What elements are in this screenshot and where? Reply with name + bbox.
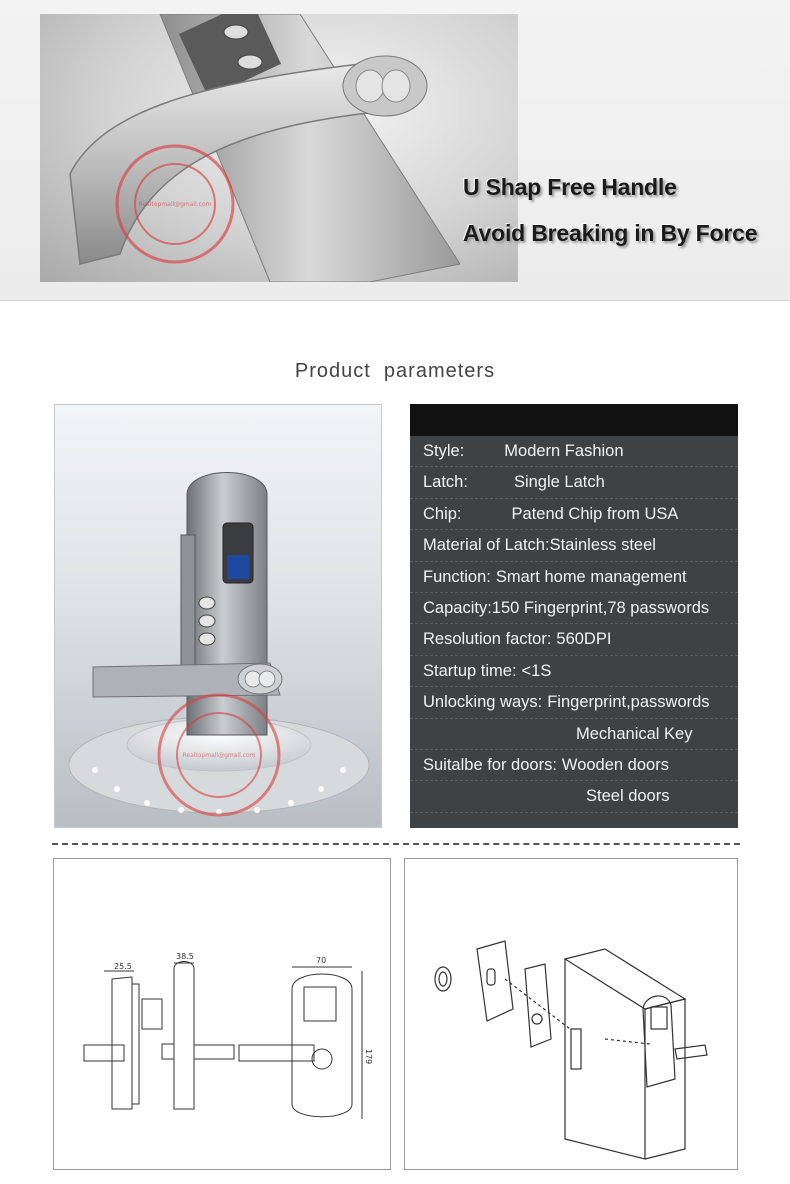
parameter-value: Stainless steel — [549, 536, 656, 555]
parameter-value: Steel doors — [586, 787, 670, 806]
parameter-row — [410, 719, 738, 750]
parameter-key: Style: — [423, 442, 465, 460]
dim-label-4: 179 — [364, 1049, 373, 1065]
svg-text:Realtopmall@gmail.com: Realtopmall@gmail.com — [182, 752, 256, 759]
section-title-text: Product parameters — [294, 360, 496, 382]
dashed-divider — [52, 843, 740, 845]
parameter-key: Capacity: — [423, 598, 492, 617]
parameter-row — [410, 750, 738, 781]
parameter-value: 560DPI — [556, 630, 612, 649]
parameter-key: Startup time: — [423, 661, 517, 680]
parameter-value: Wooden doors — [561, 755, 669, 774]
parameter-key: Chip: — [423, 504, 462, 523]
door-panel — [565, 949, 685, 1159]
mounting-plate — [525, 964, 551, 1047]
fingerprint-lock-illustration — [55, 405, 382, 828]
dim-label-1: 25.5 — [114, 962, 132, 971]
dim-label-3: 70 — [316, 956, 327, 965]
watermark-stamp — [159, 695, 279, 815]
parameter-list — [410, 436, 738, 813]
banner-subheadline: Avoid Breaking in By Force — [463, 220, 758, 246]
parameter-row — [410, 436, 738, 467]
parameter-value: 150 Fingerprint,78 passwords — [491, 598, 710, 617]
side-view — [84, 962, 234, 1110]
parameter-value: Patend Chip from USA — [511, 504, 679, 523]
parameter-key: Function: — [423, 567, 491, 586]
parameter-row — [410, 530, 738, 561]
parameter-row — [410, 624, 738, 655]
dim-label-2: 38.5 — [176, 952, 194, 961]
parameter-value: <1S — [521, 661, 552, 680]
parameter-row — [410, 467, 738, 498]
svg-text:Realtopmall@gmail.com: Realtopmall@gmail.com — [138, 201, 212, 208]
inner-lock-body — [477, 941, 513, 1021]
front-view — [239, 967, 362, 1119]
parameter-value: Single Latch — [513, 473, 605, 492]
installation-exploded-drawing — [404, 858, 738, 1170]
parameter-key: Material of Latch: — [423, 536, 550, 555]
outer-lock-body — [643, 996, 707, 1087]
parameter-value: Fingerprint,passwords — [547, 693, 710, 712]
parameter-row — [410, 687, 738, 718]
parameter-value: Mechanical Key — [576, 724, 693, 743]
parameter-key: Resolution factor: — [423, 630, 552, 649]
product-photo — [54, 404, 382, 828]
fingerprint-sensor — [227, 555, 249, 579]
parameter-value: Smart home management — [495, 567, 687, 586]
parameter-key: Unlocking ways: — [423, 693, 543, 712]
parameter-row — [410, 593, 738, 624]
parameter-row — [410, 499, 738, 530]
parameter-value: Modern Fashion — [504, 442, 624, 460]
parameter-key: Suitalbe for doors: — [423, 755, 557, 774]
parameter-key: Latch: — [423, 473, 468, 492]
banner-headline: U Shap Free Handle — [463, 174, 677, 200]
parameter-panel-header — [410, 404, 738, 436]
rosette-ring — [435, 967, 451, 991]
parameter-row — [410, 562, 738, 593]
parameter-row — [410, 781, 738, 812]
parameter-row — [410, 656, 738, 687]
dimension-drawing — [53, 858, 391, 1170]
parameter-panel — [410, 404, 738, 828]
section-title — [0, 360, 790, 383]
hero-banner — [0, 0, 790, 301]
